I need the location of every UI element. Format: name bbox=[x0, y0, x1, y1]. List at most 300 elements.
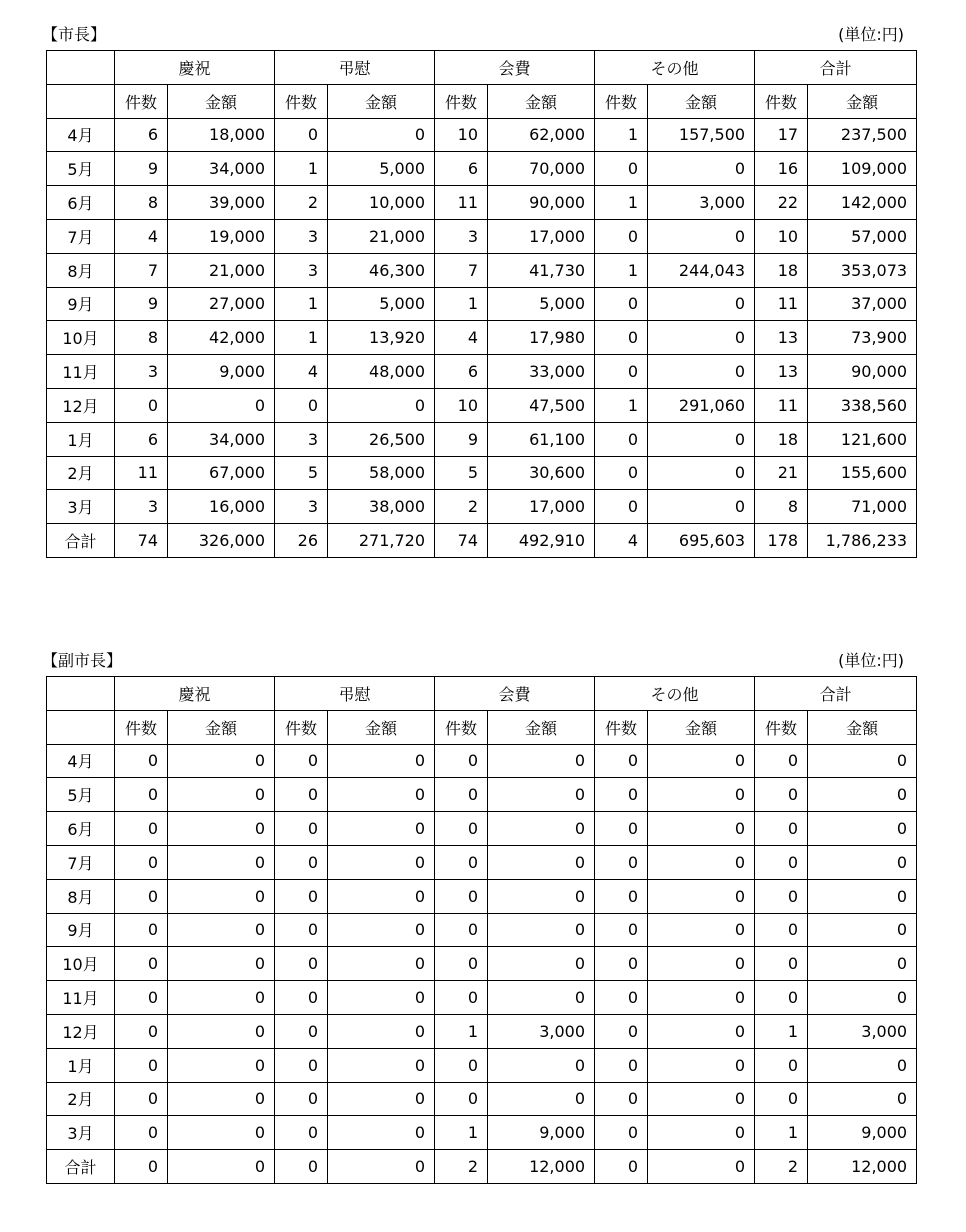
amount-cell: 271,720 bbox=[328, 524, 435, 558]
amount-cell: 0 bbox=[488, 913, 595, 947]
amount-cell: 0 bbox=[168, 947, 275, 981]
amount-cell: 0 bbox=[648, 152, 755, 186]
amount-cell: 17,980 bbox=[488, 321, 595, 355]
amount-cell: 0 bbox=[808, 981, 917, 1015]
count-cell: 0 bbox=[595, 845, 648, 879]
amount-cell: 0 bbox=[328, 947, 435, 981]
mayor-section bbox=[42, 22, 916, 558]
count-cell: 1 bbox=[275, 287, 328, 321]
amount-cell: 0 bbox=[328, 1014, 435, 1048]
count-cell: 0 bbox=[595, 152, 648, 186]
amount-cell: 0 bbox=[168, 1048, 275, 1082]
count-cell: 0 bbox=[435, 947, 488, 981]
amount-cell: 0 bbox=[648, 490, 755, 524]
amount-cell: 21,000 bbox=[168, 253, 275, 287]
amount-cell: 0 bbox=[648, 778, 755, 812]
count-cell: 0 bbox=[115, 947, 168, 981]
amount-cell: 0 bbox=[808, 1048, 917, 1082]
amount-cell: 0 bbox=[648, 845, 755, 879]
count-cell: 0 bbox=[595, 355, 648, 389]
count-cell: 0 bbox=[115, 1150, 168, 1184]
count-cell: 0 bbox=[755, 778, 808, 812]
category-header: 合計 bbox=[755, 51, 917, 85]
count-cell: 0 bbox=[115, 812, 168, 846]
count-cell: 6 bbox=[435, 355, 488, 389]
count-cell: 10 bbox=[755, 219, 808, 253]
amount-cell: 58,000 bbox=[328, 456, 435, 490]
amount-cell: 142,000 bbox=[808, 186, 917, 220]
count-cell: 0 bbox=[595, 1048, 648, 1082]
amount-cell: 0 bbox=[328, 118, 435, 152]
amount-cell: 9,000 bbox=[168, 355, 275, 389]
table-row bbox=[47, 456, 917, 490]
deputy-mayor-table-body bbox=[47, 744, 917, 1183]
amount-header: 金額 bbox=[488, 710, 595, 744]
amount-cell: 41,730 bbox=[488, 253, 595, 287]
count-cell: 3 bbox=[435, 219, 488, 253]
amount-cell: 71,000 bbox=[808, 490, 917, 524]
amount-cell: 0 bbox=[488, 981, 595, 1015]
count-cell: 0 bbox=[435, 1082, 488, 1116]
amount-cell: 12,000 bbox=[808, 1150, 917, 1184]
amount-cell: 19,000 bbox=[168, 219, 275, 253]
unit-label: (単位:円) bbox=[838, 651, 904, 670]
amount-header: 金額 bbox=[488, 84, 595, 118]
month-label: 5月 bbox=[47, 152, 115, 186]
count-cell: 0 bbox=[595, 1082, 648, 1116]
table-row bbox=[47, 778, 917, 812]
table-row bbox=[47, 388, 917, 422]
amount-cell: 0 bbox=[808, 947, 917, 981]
count-cell: 0 bbox=[435, 879, 488, 913]
count-cell: 10 bbox=[435, 118, 488, 152]
category-header: 合計 bbox=[755, 677, 917, 711]
count-cell: 0 bbox=[595, 490, 648, 524]
amount-cell: 39,000 bbox=[168, 186, 275, 220]
amount-cell: 0 bbox=[488, 778, 595, 812]
amount-cell: 0 bbox=[648, 1082, 755, 1116]
amount-cell: 73,900 bbox=[808, 321, 917, 355]
amount-cell: 338,560 bbox=[808, 388, 917, 422]
count-cell: 0 bbox=[115, 845, 168, 879]
count-cell: 0 bbox=[435, 913, 488, 947]
count-cell: 0 bbox=[275, 744, 328, 778]
table-row bbox=[47, 1014, 917, 1048]
count-header: 件数 bbox=[115, 84, 168, 118]
table-row bbox=[47, 152, 917, 186]
amount-cell: 0 bbox=[168, 778, 275, 812]
amount-cell: 0 bbox=[648, 422, 755, 456]
amount-cell: 0 bbox=[808, 913, 917, 947]
amount-cell: 0 bbox=[328, 981, 435, 1015]
count-cell: 0 bbox=[115, 981, 168, 1015]
count-cell: 1 bbox=[435, 1014, 488, 1048]
amount-cell: 70,000 bbox=[488, 152, 595, 186]
month-label: 10月 bbox=[47, 947, 115, 981]
amount-cell: 3,000 bbox=[488, 1014, 595, 1048]
table-row bbox=[47, 118, 917, 152]
amount-cell: 47,500 bbox=[488, 388, 595, 422]
category-header: その他 bbox=[595, 51, 755, 85]
table-row bbox=[47, 186, 917, 220]
corner-cell bbox=[47, 51, 115, 85]
count-cell: 1 bbox=[595, 186, 648, 220]
amount-cell: 3,000 bbox=[648, 186, 755, 220]
count-cell: 1 bbox=[595, 118, 648, 152]
count-cell: 0 bbox=[275, 879, 328, 913]
amount-cell: 0 bbox=[648, 744, 755, 778]
month-label: 6月 bbox=[47, 812, 115, 846]
amount-cell: 42,000 bbox=[168, 321, 275, 355]
amount-header: 金額 bbox=[328, 84, 435, 118]
count-cell: 0 bbox=[275, 778, 328, 812]
month-label: 2月 bbox=[47, 456, 115, 490]
amount-cell: 9,000 bbox=[488, 1116, 595, 1150]
amount-cell: 34,000 bbox=[168, 422, 275, 456]
amount-cell: 0 bbox=[648, 981, 755, 1015]
count-cell: 18 bbox=[755, 422, 808, 456]
count-cell: 0 bbox=[435, 812, 488, 846]
amount-cell: 0 bbox=[328, 1150, 435, 1184]
amount-header: 金額 bbox=[808, 710, 917, 744]
category-header: 弔慰 bbox=[275, 51, 435, 85]
count-header: 件数 bbox=[435, 710, 488, 744]
count-cell: 2 bbox=[435, 490, 488, 524]
amount-cell: 5,000 bbox=[488, 287, 595, 321]
count-cell: 1 bbox=[595, 388, 648, 422]
count-cell: 21 bbox=[755, 456, 808, 490]
count-cell: 4 bbox=[435, 321, 488, 355]
count-cell: 26 bbox=[275, 524, 328, 558]
amount-cell: 61,100 bbox=[488, 422, 595, 456]
count-cell: 0 bbox=[755, 913, 808, 947]
amount-cell: 46,300 bbox=[328, 253, 435, 287]
corner-cell bbox=[47, 677, 115, 711]
count-cell: 11 bbox=[115, 456, 168, 490]
amount-cell: 0 bbox=[168, 1082, 275, 1116]
count-cell: 0 bbox=[595, 913, 648, 947]
amount-cell: 17,000 bbox=[488, 490, 595, 524]
count-cell: 0 bbox=[755, 947, 808, 981]
count-cell: 1 bbox=[595, 253, 648, 287]
count-cell: 10 bbox=[435, 388, 488, 422]
subheader-row bbox=[47, 710, 917, 744]
table-row bbox=[47, 845, 917, 879]
count-cell: 1 bbox=[755, 1014, 808, 1048]
count-cell: 0 bbox=[435, 845, 488, 879]
category-header: 会費 bbox=[435, 677, 595, 711]
count-header: 件数 bbox=[275, 710, 328, 744]
table-row bbox=[47, 321, 917, 355]
amount-header: 金額 bbox=[648, 84, 755, 118]
amount-cell: 0 bbox=[328, 879, 435, 913]
section-header bbox=[42, 648, 916, 676]
month-label: 11月 bbox=[47, 355, 115, 389]
count-cell: 0 bbox=[275, 388, 328, 422]
count-cell: 2 bbox=[755, 1150, 808, 1184]
amount-header: 金額 bbox=[648, 710, 755, 744]
table-row bbox=[47, 253, 917, 287]
amount-cell: 0 bbox=[168, 1014, 275, 1048]
count-cell: 0 bbox=[595, 422, 648, 456]
amount-cell: 0 bbox=[168, 388, 275, 422]
month-label: 7月 bbox=[47, 219, 115, 253]
amount-cell: 0 bbox=[648, 1048, 755, 1082]
count-cell: 0 bbox=[435, 778, 488, 812]
count-cell: 0 bbox=[115, 1082, 168, 1116]
count-header: 件数 bbox=[435, 84, 488, 118]
amount-cell: 0 bbox=[168, 981, 275, 1015]
count-cell: 0 bbox=[595, 981, 648, 1015]
amount-cell: 0 bbox=[808, 1082, 917, 1116]
category-header-row bbox=[47, 51, 917, 85]
corner-cell bbox=[47, 710, 115, 744]
amount-cell: 0 bbox=[168, 879, 275, 913]
count-cell: 0 bbox=[275, 981, 328, 1015]
deputy-mayor-table bbox=[46, 676, 917, 1184]
category-header-row bbox=[47, 677, 917, 711]
month-label: 11月 bbox=[47, 981, 115, 1015]
count-cell: 0 bbox=[595, 812, 648, 846]
mayor-table-body bbox=[47, 118, 917, 557]
count-cell: 9 bbox=[115, 287, 168, 321]
amount-cell: 0 bbox=[808, 744, 917, 778]
count-cell: 0 bbox=[595, 947, 648, 981]
amount-cell: 0 bbox=[488, 1082, 595, 1116]
count-cell: 8 bbox=[115, 321, 168, 355]
count-cell: 74 bbox=[115, 524, 168, 558]
count-cell: 8 bbox=[115, 186, 168, 220]
amount-cell: 0 bbox=[328, 778, 435, 812]
count-cell: 0 bbox=[595, 879, 648, 913]
amount-header: 金額 bbox=[168, 84, 275, 118]
amount-cell: 9,000 bbox=[808, 1116, 917, 1150]
count-cell: 0 bbox=[115, 1014, 168, 1048]
amount-cell: 157,500 bbox=[648, 118, 755, 152]
count-header: 件数 bbox=[595, 84, 648, 118]
amount-cell: 121,600 bbox=[808, 422, 917, 456]
amount-cell: 0 bbox=[648, 1150, 755, 1184]
amount-cell: 244,043 bbox=[648, 253, 755, 287]
amount-cell: 5,000 bbox=[328, 152, 435, 186]
count-cell: 2 bbox=[275, 186, 328, 220]
corner-cell bbox=[47, 84, 115, 118]
count-cell: 0 bbox=[115, 913, 168, 947]
amount-cell: 0 bbox=[648, 321, 755, 355]
amount-cell: 155,600 bbox=[808, 456, 917, 490]
amount-cell: 0 bbox=[488, 947, 595, 981]
amount-cell: 12,000 bbox=[488, 1150, 595, 1184]
amount-cell: 26,500 bbox=[328, 422, 435, 456]
amount-cell: 0 bbox=[488, 845, 595, 879]
count-cell: 3 bbox=[275, 422, 328, 456]
mayor-table bbox=[46, 50, 917, 558]
count-cell: 0 bbox=[275, 913, 328, 947]
count-cell: 0 bbox=[115, 778, 168, 812]
month-label: 12月 bbox=[47, 388, 115, 422]
count-cell: 0 bbox=[275, 1150, 328, 1184]
count-cell: 0 bbox=[595, 1116, 648, 1150]
section-header bbox=[42, 22, 916, 50]
count-cell: 3 bbox=[275, 490, 328, 524]
amount-cell: 0 bbox=[648, 219, 755, 253]
count-cell: 3 bbox=[275, 219, 328, 253]
month-label: 4月 bbox=[47, 118, 115, 152]
count-cell: 0 bbox=[595, 1150, 648, 1184]
table-row bbox=[47, 490, 917, 524]
amount-cell: 5,000 bbox=[328, 287, 435, 321]
amount-cell: 353,073 bbox=[808, 253, 917, 287]
amount-cell: 38,000 bbox=[328, 490, 435, 524]
amount-cell: 13,920 bbox=[328, 321, 435, 355]
count-cell: 1 bbox=[755, 1116, 808, 1150]
table-row bbox=[47, 744, 917, 778]
count-cell: 0 bbox=[115, 1048, 168, 1082]
amount-cell: 0 bbox=[328, 1116, 435, 1150]
count-cell: 0 bbox=[755, 981, 808, 1015]
count-cell: 0 bbox=[755, 1048, 808, 1082]
count-cell: 3 bbox=[115, 355, 168, 389]
count-cell: 0 bbox=[115, 1116, 168, 1150]
table-row bbox=[47, 1116, 917, 1150]
count-header: 件数 bbox=[115, 710, 168, 744]
amount-cell: 0 bbox=[168, 845, 275, 879]
table-row bbox=[47, 947, 917, 981]
amount-cell: 291,060 bbox=[648, 388, 755, 422]
count-cell: 0 bbox=[115, 388, 168, 422]
count-cell: 0 bbox=[595, 744, 648, 778]
section-title: 【市長】 bbox=[42, 25, 107, 44]
count-cell: 0 bbox=[275, 1048, 328, 1082]
amount-cell: 0 bbox=[168, 812, 275, 846]
count-cell: 0 bbox=[755, 744, 808, 778]
amount-cell: 0 bbox=[328, 1048, 435, 1082]
amount-cell: 0 bbox=[648, 947, 755, 981]
amount-cell: 492,910 bbox=[488, 524, 595, 558]
amount-cell: 0 bbox=[488, 812, 595, 846]
month-label: 12月 bbox=[47, 1014, 115, 1048]
amount-cell: 0 bbox=[808, 845, 917, 879]
category-header: 会費 bbox=[435, 51, 595, 85]
amount-cell: 0 bbox=[168, 744, 275, 778]
month-label: 4月 bbox=[47, 744, 115, 778]
count-cell: 0 bbox=[755, 1082, 808, 1116]
amount-cell: 0 bbox=[488, 744, 595, 778]
count-cell: 1 bbox=[275, 152, 328, 186]
table-row bbox=[47, 812, 917, 846]
count-cell: 1 bbox=[275, 321, 328, 355]
count-cell: 0 bbox=[275, 1014, 328, 1048]
month-label: 5月 bbox=[47, 778, 115, 812]
month-label: 8月 bbox=[47, 253, 115, 287]
amount-cell: 48,000 bbox=[328, 355, 435, 389]
category-header: その他 bbox=[595, 677, 755, 711]
count-cell: 3 bbox=[275, 253, 328, 287]
count-cell: 4 bbox=[595, 524, 648, 558]
table-row bbox=[47, 981, 917, 1015]
amount-cell: 0 bbox=[808, 778, 917, 812]
amount-cell: 90,000 bbox=[808, 355, 917, 389]
total-row bbox=[47, 1150, 917, 1184]
deputy-mayor-section bbox=[42, 648, 916, 1184]
subheader-row bbox=[47, 84, 917, 118]
amount-cell: 109,000 bbox=[808, 152, 917, 186]
month-label: 9月 bbox=[47, 287, 115, 321]
count-cell: 0 bbox=[595, 456, 648, 490]
amount-cell: 0 bbox=[648, 879, 755, 913]
count-cell: 0 bbox=[595, 287, 648, 321]
count-cell: 4 bbox=[115, 219, 168, 253]
month-label: 6月 bbox=[47, 186, 115, 220]
total-label: 合計 bbox=[47, 1150, 115, 1184]
count-cell: 7 bbox=[115, 253, 168, 287]
count-cell: 1 bbox=[435, 1116, 488, 1150]
count-cell: 7 bbox=[435, 253, 488, 287]
category-header: 慶祝 bbox=[115, 51, 275, 85]
amount-cell: 0 bbox=[648, 812, 755, 846]
table-row bbox=[47, 422, 917, 456]
month-label: 8月 bbox=[47, 879, 115, 913]
count-cell: 6 bbox=[435, 152, 488, 186]
month-label: 3月 bbox=[47, 1116, 115, 1150]
count-cell: 0 bbox=[275, 947, 328, 981]
count-cell: 0 bbox=[595, 321, 648, 355]
count-header: 件数 bbox=[275, 84, 328, 118]
amount-cell: 67,000 bbox=[168, 456, 275, 490]
count-cell: 0 bbox=[595, 1014, 648, 1048]
amount-cell: 326,000 bbox=[168, 524, 275, 558]
count-cell: 0 bbox=[275, 118, 328, 152]
amount-cell: 0 bbox=[648, 913, 755, 947]
amount-cell: 57,000 bbox=[808, 219, 917, 253]
amount-header: 金額 bbox=[168, 710, 275, 744]
amount-cell: 37,000 bbox=[808, 287, 917, 321]
count-cell: 4 bbox=[275, 355, 328, 389]
count-cell: 0 bbox=[755, 879, 808, 913]
table-row bbox=[47, 879, 917, 913]
amount-cell: 16,000 bbox=[168, 490, 275, 524]
table-row bbox=[47, 1082, 917, 1116]
count-cell: 2 bbox=[435, 1150, 488, 1184]
count-cell: 11 bbox=[755, 388, 808, 422]
amount-cell: 0 bbox=[328, 845, 435, 879]
amount-cell: 21,000 bbox=[328, 219, 435, 253]
amount-cell: 10,000 bbox=[328, 186, 435, 220]
count-header: 件数 bbox=[755, 710, 808, 744]
count-cell: 0 bbox=[435, 744, 488, 778]
count-cell: 16 bbox=[755, 152, 808, 186]
count-cell: 0 bbox=[755, 812, 808, 846]
amount-cell: 0 bbox=[808, 879, 917, 913]
count-cell: 17 bbox=[755, 118, 808, 152]
count-cell: 9 bbox=[435, 422, 488, 456]
count-cell: 0 bbox=[275, 812, 328, 846]
table-row bbox=[47, 1048, 917, 1082]
amount-cell: 0 bbox=[328, 744, 435, 778]
section-title: 【副市長】 bbox=[42, 651, 123, 670]
amount-header: 金額 bbox=[328, 710, 435, 744]
count-cell: 9 bbox=[115, 152, 168, 186]
unit-label: (単位:円) bbox=[838, 25, 904, 44]
month-label: 2月 bbox=[47, 1082, 115, 1116]
amount-cell: 0 bbox=[648, 1116, 755, 1150]
count-cell: 0 bbox=[755, 845, 808, 879]
amount-cell: 27,000 bbox=[168, 287, 275, 321]
count-cell: 0 bbox=[595, 778, 648, 812]
count-cell: 0 bbox=[435, 981, 488, 1015]
count-cell: 74 bbox=[435, 524, 488, 558]
count-cell: 178 bbox=[755, 524, 808, 558]
